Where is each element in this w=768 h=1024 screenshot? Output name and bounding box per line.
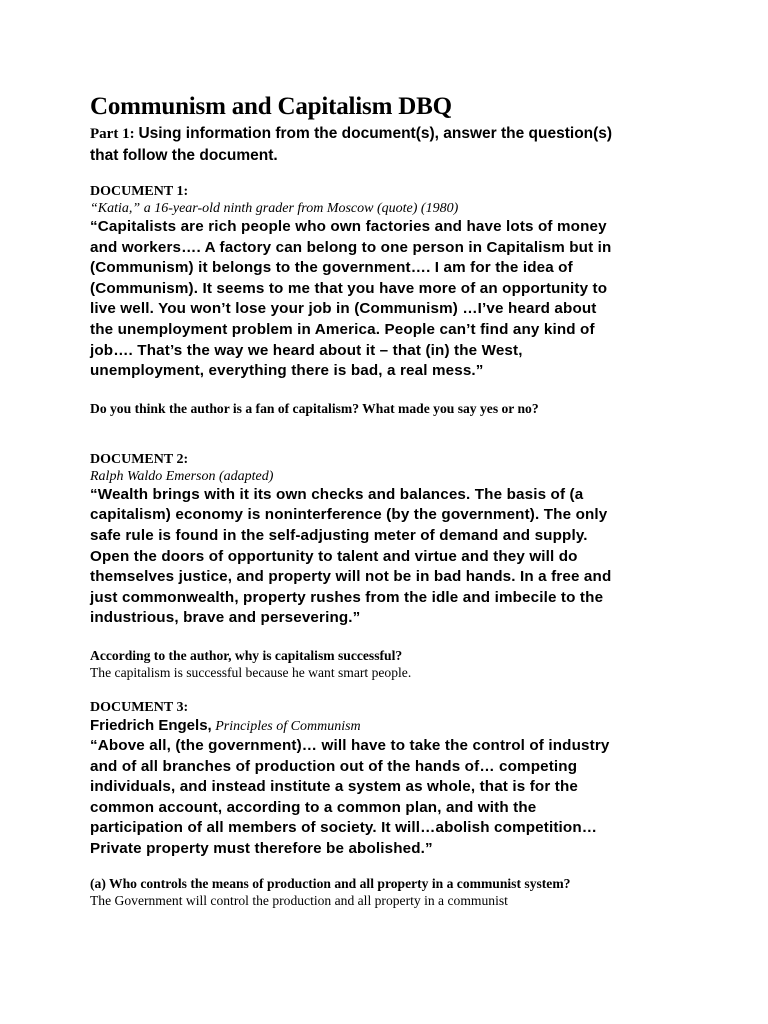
quote-line: and of all branches of production out of the hands of… competing <box>90 757 578 775</box>
quote-line: “Capitalists are rich people who own factories and have lots of money <box>90 218 607 235</box>
document-3-heading: DOCUMENT 3: <box>90 699 189 715</box>
quote-line: (Communism). It seems to me that you have more of an opportunity to <box>90 279 608 297</box>
document-1-question: Do you think the author is a fan of capitalism? What made you say yes or no? <box>90 400 539 416</box>
quote-line: Open the doors of opportunity to talent and virtue and they will do <box>90 547 578 565</box>
quote-line: participation of all members of society. It will…abolish competition… <box>90 819 598 837</box>
page-title: Communism and Capitalism DBQ <box>90 93 452 120</box>
quote-line: Private property must therefore be abolished.” <box>90 839 433 857</box>
document-1-heading: DOCUMENT 1: <box>90 184 189 199</box>
quote-line: “Wealth brings with it its own checks and balances. The basis of (a <box>90 485 584 503</box>
document-2 <box>90 451 690 681</box>
document-2-answer: The capitalism is successful because he want smart people. <box>90 664 412 680</box>
document-3 <box>90 699 690 910</box>
document-3-answer: The Government will control the production and all property in a communist <box>90 893 508 909</box>
quote-line: (Communism) it belongs to the government…. I am for the idea of <box>90 259 573 277</box>
document-1 <box>90 183 690 417</box>
document-3-source-work: Principles of Communism <box>215 718 361 734</box>
document-2-heading: DOCUMENT 2: <box>90 451 189 467</box>
document-1-source: “Katia,” a 16-year-old ninth grader from Moscow (quote) (1980) <box>90 201 459 216</box>
quote-line: unemployment, everything there is bad, a real mess.” <box>90 362 484 380</box>
part-text-line-2: that follow the document. <box>90 147 278 164</box>
quote-line: common account, according to a common plan, and with the <box>90 798 537 816</box>
document-3-quote <box>90 736 690 860</box>
quote-line: live well. You won’t lose your job in (Communism) …I’ve heard about <box>90 300 597 318</box>
quote-line: “Above all, (the government)… will have to take the control of industry <box>90 736 610 754</box>
quote-line: capitalism) economy is noninterference (by the government). The only <box>90 506 608 524</box>
quote-line: the unemployment problem in America. People can’t find any kind of <box>90 320 595 338</box>
document-2-quote <box>90 485 690 629</box>
document-3-question: (a) Who controls the means of production and all property in a communist system? <box>90 876 571 892</box>
quote-line: just commonwealth, property rushes from the idle and imbecile to the <box>90 588 604 606</box>
part-text-line-1: Using information from the document(s), answer the question(s) <box>138 125 613 142</box>
quote-line: and workers…. A factory can belong to one person in Capitalism but in <box>90 238 612 256</box>
part-label: Part 1: <box>90 126 135 142</box>
quote-line: themselves justice, and property will not be in bad hands. In a free and <box>90 568 612 586</box>
quote-line: safe rule is found in the self-adjusting meter of demand and supply. <box>90 526 588 544</box>
document-page <box>90 92 690 909</box>
document-1-quote <box>90 217 690 382</box>
document-2-source: Ralph Waldo Emerson (adapted) <box>90 468 274 484</box>
document-3-source <box>90 716 690 736</box>
quote-line: job…. That’s the way we heard about it – that (in) the West, <box>90 341 523 359</box>
part-instructions <box>90 123 690 166</box>
quote-line: individuals, and instead institute a system as whole, that is for the <box>90 778 579 796</box>
document-2-question: According to the author, why is capitalism successful? <box>90 647 403 663</box>
quote-line: industrious, brave and persevering.” <box>90 609 361 627</box>
document-3-source-author: Friedrich Engels, <box>90 716 212 734</box>
